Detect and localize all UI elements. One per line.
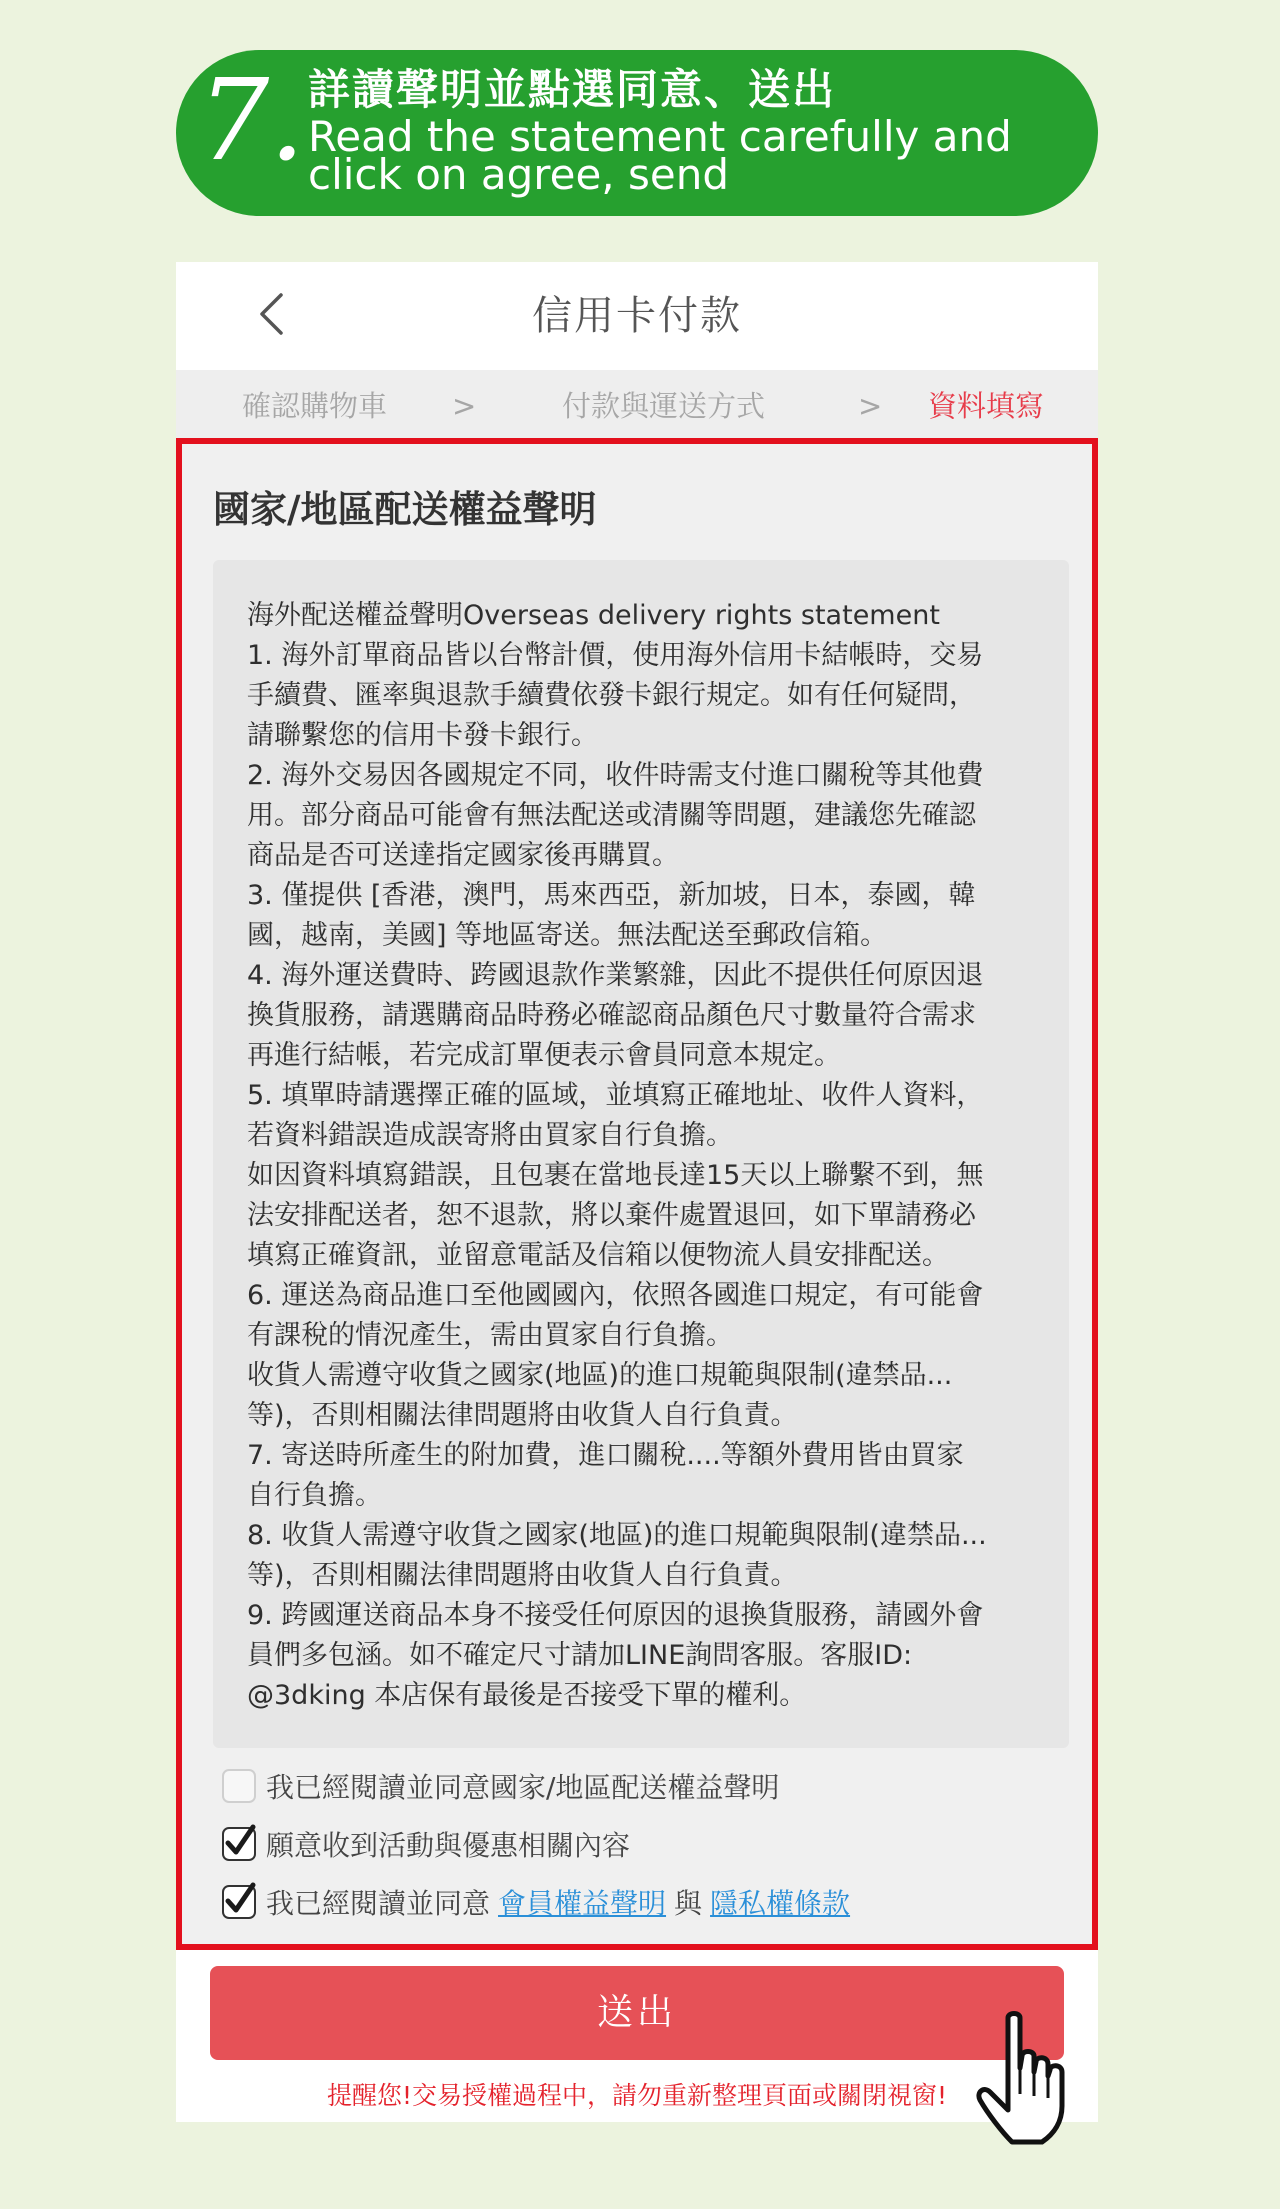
statement-line: @3dking 本店保有最後是否接受下單的權利。 — [247, 1680, 807, 1711]
checkbox-label: 我已經閱讀並同意國家/地區配送權益聲明 — [266, 1771, 780, 1804]
checkbox-unchecked[interactable] — [222, 1769, 256, 1803]
step-payment-shipping: 付款與運送方式 — [562, 389, 766, 423]
receive-promotions-row[interactable] — [222, 1822, 630, 1866]
banner-title-en: Read the statement carefully and click on agree, send — [308, 112, 1012, 199]
statement-line: 6. 運送為商品進口至他國國內，依照各國進口規定，有可能會 — [247, 1280, 984, 1311]
highlight-frame — [176, 438, 1098, 1950]
statement-line: 法安排配送者，恕不退款，將以棄件處置退回，如下單請務必 — [247, 1200, 976, 1231]
statement-line: 手續費、匯率與退款手續費依發卡銀行規定。如有任何疑問， — [247, 680, 976, 711]
payment-screen — [176, 262, 1098, 2122]
statement-line: 3. 僅提供 [香港，澳門，馬來西亞，新加坡，日本，泰國，韓 — [247, 880, 976, 911]
agree-delivery-statement-row[interactable] — [222, 1764, 779, 1808]
checkbox-checked[interactable] — [222, 1885, 256, 1919]
statement-text — [247, 596, 1037, 1716]
statement-line: 2. 海外交易因各國規定不同，收件時需支付進口關稅等其他費 — [247, 760, 984, 791]
step-banner — [176, 50, 1098, 216]
link-joiner: 與 — [674, 1887, 703, 1920]
hand-pointer-icon — [972, 2010, 1082, 2150]
statement-line: 9. 跨國運送商品本身不接受任何原因的退換貨服務，請國外會 — [247, 1600, 984, 1631]
statement-line: 7. 寄送時所產生的附加費，進口關稅....等額外費用皆由買家 — [247, 1440, 964, 1471]
statement-line: 用。部分商品可能會有無法配送或清關等問題，建議您先確認 — [247, 800, 976, 831]
member-rights-link[interactable]: 會員權益聲明 — [498, 1887, 667, 1920]
statement-line: 等)，否則相關法律問題將由收貨人自行負責。 — [247, 1400, 798, 1431]
page-title: 信用卡付款 — [532, 293, 742, 339]
statement-line: 商品是否可送達指定國家後再購買。 — [247, 840, 679, 871]
step-separator: > — [452, 389, 477, 423]
submit-button[interactable]: 送出 — [210, 1966, 1064, 2060]
statement-line: 海外配送權益聲明Overseas delivery rights statement — [247, 600, 940, 631]
statement-line: 換貨服務，請選購商品時務必確認商品顏色尺寸數量符合需求 — [247, 1000, 976, 1031]
statement-line: 8. 收貨人需遵守收貨之國家(地區)的進口規範與限制(違禁品... — [247, 1520, 987, 1551]
statement-line: 請聯繫您的信用卡發卡銀行。 — [247, 720, 598, 751]
checkmark-icon — [222, 1821, 258, 1861]
statement-line: 4. 海外運送費時、跨國退款作業繁雜，因此不提供任何原因退 — [247, 960, 984, 991]
statement-title: 國家/地區配送權益聲明 — [213, 488, 597, 531]
checkbox-label: 願意收到活動與優惠相關內容 — [266, 1829, 631, 1862]
checkout-progress — [176, 370, 1098, 442]
statement-line: 填寫正確資訊，並留意電話及信箱以便物流人員安排配送。 — [247, 1240, 949, 1271]
statement-line: 如因資料填寫錯誤，且包裹在當地長達15天以上聯繫不到，無 — [247, 1160, 984, 1191]
statement-line: 1. 海外訂單商品皆以台幣計價，使用海外信用卡結帳時，交易 — [247, 640, 984, 671]
statement-line: 員們多包涵。如不確定尺寸請加LINE詢問客服。客服ID: — [247, 1640, 913, 1671]
privacy-policy-link[interactable]: 隱私權條款 — [710, 1887, 851, 1920]
step-fill-info: 資料填寫 — [928, 389, 1045, 423]
step-separator: > — [858, 389, 883, 423]
statement-box[interactable] — [213, 560, 1069, 1748]
banner-title-zh: 詳讀聲明並點選同意、送出 — [308, 65, 837, 114]
statement-line: 等)，否則相關法律問題將由收貨人自行負責。 — [247, 1560, 798, 1591]
statement-line: 國，越南，美國] 等地區寄送。無法配送至郵政信箱。 — [247, 920, 888, 951]
top-bar — [176, 262, 1098, 370]
statement-line: 有課稅的情況產生，需由買家自行負擔。 — [247, 1320, 733, 1351]
statement-line: 再進行結帳，若完成訂單便表示會員同意本規定。 — [247, 1040, 841, 1071]
statement-line: 若資料錯誤造成誤寄將由買家自行負擔。 — [247, 1120, 733, 1151]
statement-line: 5. 填單時請選擇正確的區域，並填寫正確地址、收件人資料， — [247, 1080, 984, 1111]
warning-text: 提醒您!交易授權過程中，請勿重新整理頁面或關閉視窗! — [326, 2081, 948, 2110]
agree-terms-row[interactable] — [222, 1880, 858, 1924]
statement-line: 自行負擔。 — [247, 1480, 382, 1511]
checkbox-label: 我已經閱讀並同意 — [266, 1887, 491, 1920]
step-number: 7. — [198, 56, 305, 186]
statement-line: 收貨人需遵守收貨之國家(地區)的進口規範與限制(違禁品... — [247, 1360, 953, 1391]
checkbox-checked[interactable] — [222, 1827, 256, 1861]
step-cart: 確認購物車 — [242, 389, 388, 423]
checkmark-icon — [222, 1879, 258, 1919]
